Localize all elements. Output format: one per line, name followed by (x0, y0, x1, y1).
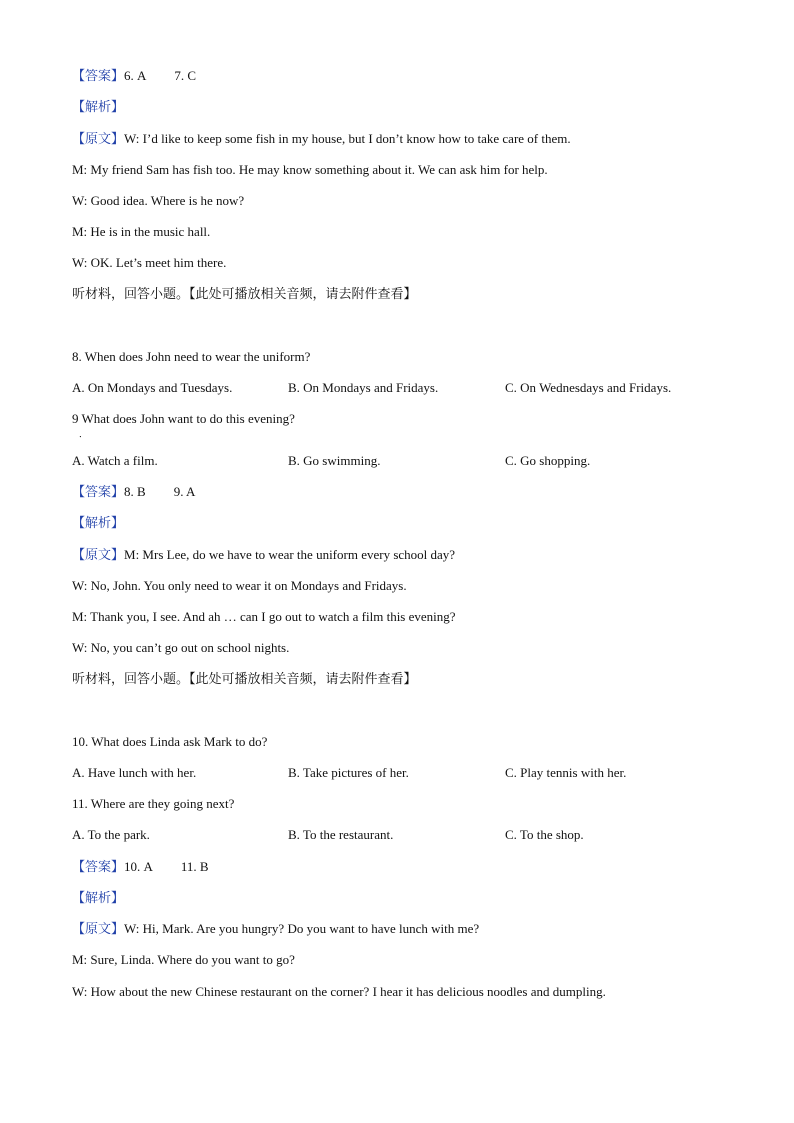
answer-line-6-7 (72, 68, 196, 85)
analysis-heading (72, 99, 124, 116)
question-11: 11. Where are they going next? (72, 796, 235, 811)
option-8b: B. On Mondays and Fridays. (288, 380, 439, 395)
transcript-line: M: My friend Sam has fish too. He may know something about it. We can ask him for help. (72, 162, 548, 177)
listen-note: 听材料，回答小题。【此处可播放相关音频，请去附件查看】 (72, 287, 417, 302)
answer-tag: 【答案】 (72, 69, 125, 84)
transcript-line: M: He is in the music hall. (72, 224, 211, 239)
answer-11: 11. B (180, 859, 209, 874)
transcript-line: W: No, you can’t go out on school nights. (72, 640, 290, 655)
original-tag: 【原文】 (72, 132, 125, 147)
answer-line-8-9 (72, 484, 195, 501)
transcript-line (72, 131, 571, 148)
option-9c: C. Go shopping. (505, 453, 591, 468)
original-tag: 【原文】 (72, 922, 125, 937)
answer-8: 8. B (124, 484, 146, 499)
analysis-heading (72, 890, 124, 907)
transcript-line (72, 547, 455, 564)
option-10c: C. Play tennis with her. (505, 765, 627, 780)
transcript-line: W: Good idea. Where is he now? (72, 193, 245, 208)
option-11a: A. To the park. (72, 827, 150, 842)
question-10: 10. What does Linda ask Mark to do? (72, 734, 268, 749)
answer-tag: 【答案】 (72, 860, 125, 875)
analysis-tag: 【解析】 (72, 100, 125, 115)
analysis-heading (72, 515, 124, 532)
original-tag: 【原文】 (72, 548, 125, 563)
option-9b: B. Go swimming. (288, 453, 381, 468)
answer-7: 7. C (174, 68, 197, 83)
question-8: 8. When does John need to wear the uniform? (72, 349, 311, 364)
transcript-line: W: How about the new Chinese restaurant on the corner? I hear it has delicious noodles and dumpling. (72, 984, 606, 999)
transcript-line: M: Thank you, I see. And ah … can I go out to watch a film this evening? (72, 609, 456, 624)
analysis-tag: 【解析】 (72, 891, 125, 906)
question-9: 9 What does John want to do this evening? (72, 411, 295, 426)
listen-note: 听材料，回答小题。【此处可播放相关音频，请去附件查看】 (72, 672, 417, 687)
transcript-line: W: OK. Let’s meet him there. (72, 255, 227, 270)
answer-tag: 【答案】 (72, 485, 125, 500)
answer-6: 6. A (124, 68, 147, 83)
transcript-text: M: Mrs Lee, do we have to wear the uniform every school day? (124, 547, 456, 562)
option-9a: A. Watch a film. (72, 453, 158, 468)
transcript-line (72, 921, 479, 938)
transcript-line: M: Sure, Linda. Where do you want to go? (72, 952, 295, 967)
transcript-line: W: No, John. You only need to wear it on Mondays and Fridays. (72, 578, 407, 593)
analysis-tag: 【解析】 (72, 516, 125, 531)
option-10b: B. Take pictures of her. (288, 765, 409, 780)
option-10a: A. Have lunch with her. (72, 765, 197, 780)
transcript-text: W: Hi, Mark. Are you hungry? Do you want to have lunch with me? (124, 921, 480, 936)
option-8a: A. On Mondays and Tuesdays. (72, 380, 233, 395)
answer-9: 9. A (173, 484, 196, 499)
option-8c: C. On Wednesdays and Fridays. (505, 380, 672, 395)
answer-10: 10. A (124, 859, 153, 874)
answer-line-10-11 (72, 859, 209, 876)
option-11b: B. To the restaurant. (288, 827, 394, 842)
transcript-text: W: I’d like to keep some fish in my house, but I don’t know how to take care of them. (124, 131, 571, 146)
option-11c: C. To the shop. (505, 827, 584, 842)
stray-dot: ． (79, 429, 89, 439)
